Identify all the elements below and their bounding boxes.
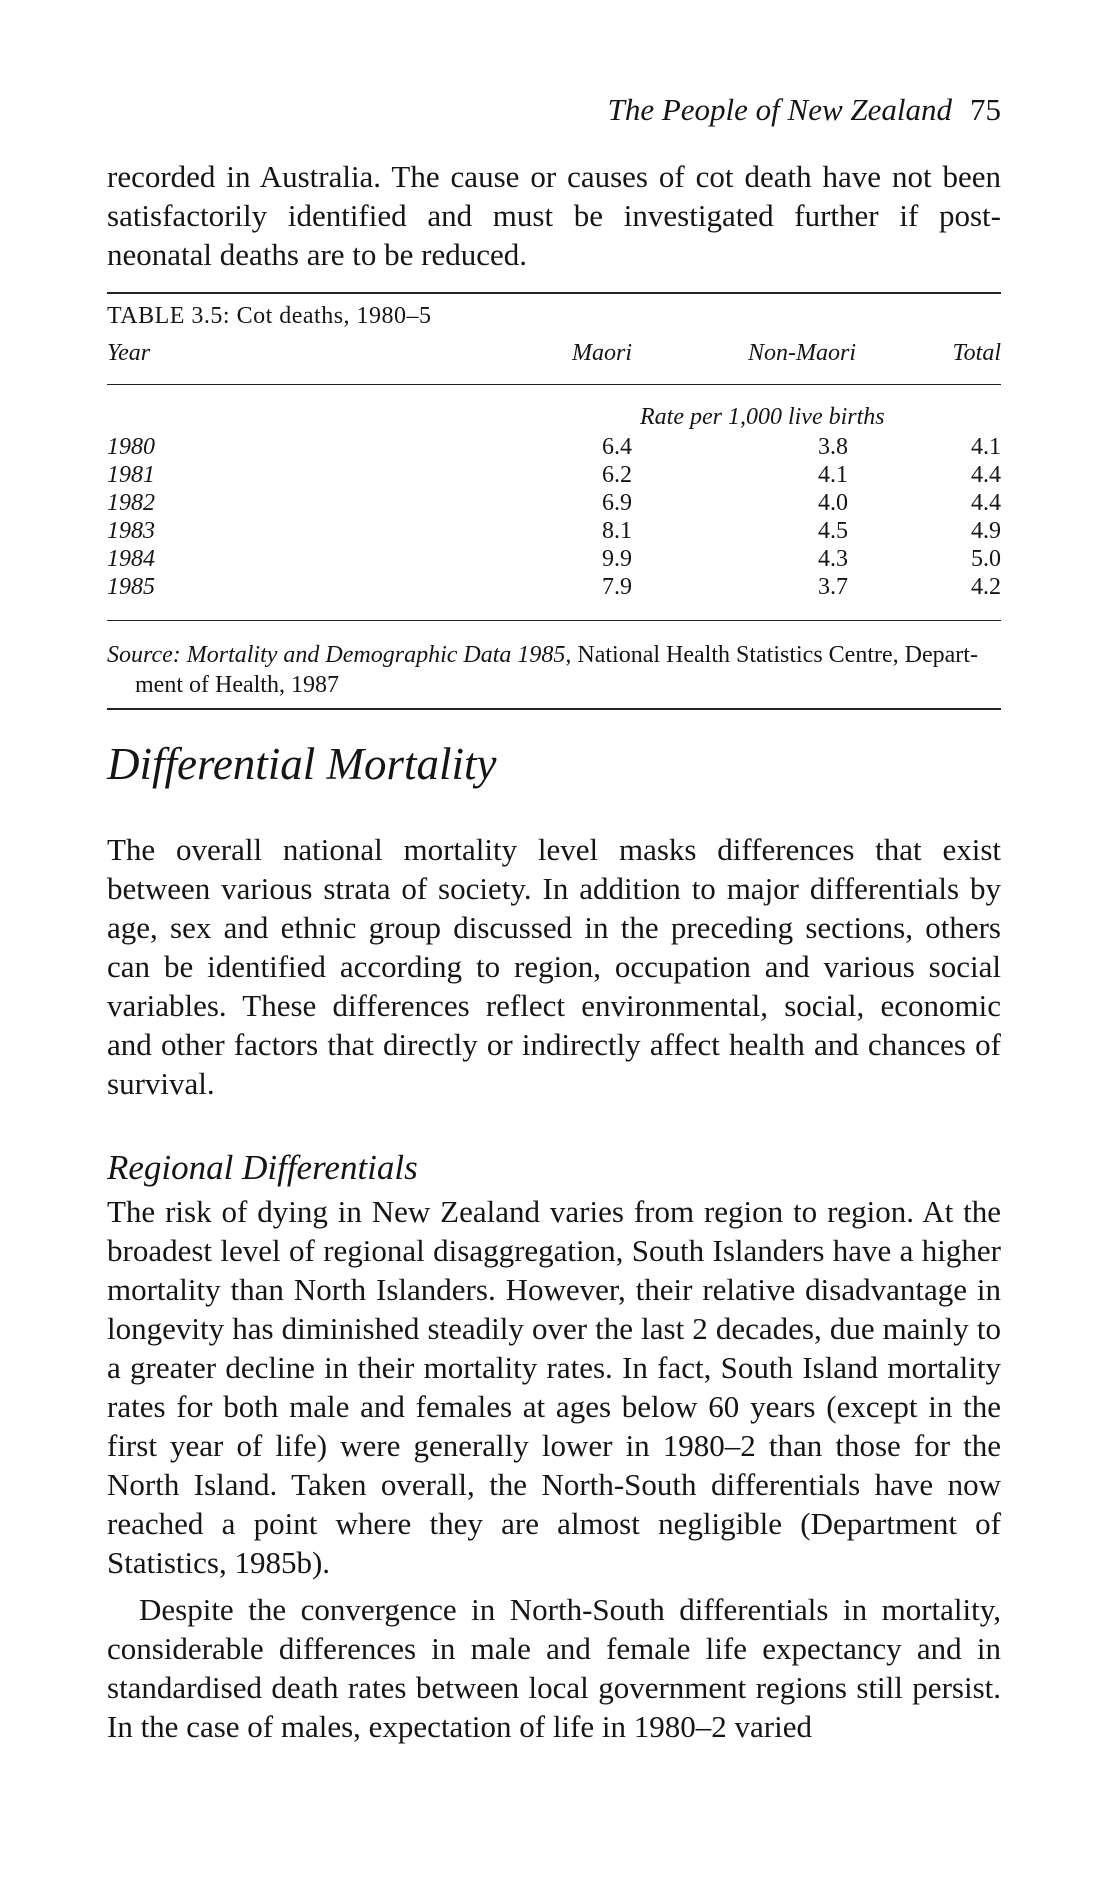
cell-maori: 6.9 [602, 490, 632, 516]
table-source-note [107, 640, 1001, 700]
section-heading-differential-mortality: Differential Mortality [107, 739, 497, 789]
column-header-year: Year [107, 340, 151, 366]
table-row [0, 490, 1114, 518]
table-row [0, 546, 1114, 574]
column-header-non-maori: Non-Maori [748, 340, 856, 366]
table-unit-caption: Rate per 1,000 live births [640, 404, 885, 430]
cell-total: 4.4 [971, 490, 1001, 516]
cell-total: 5.0 [971, 546, 1001, 572]
cell-non-maori: 4.0 [818, 490, 848, 516]
source-publisher: National Health Statistics Centre, Depart- [577, 642, 978, 668]
table-top-rule [107, 292, 1001, 294]
regional-differentials-text [107, 1192, 1001, 1746]
cell-non-maori: 3.7 [818, 574, 848, 600]
cell-maori: 6.4 [602, 434, 632, 460]
regional-paragraph-1: The risk of dying in New Zealand varies from region to region. At the broadest level of regional disaggregation, South Islanders have a higher mortality than North Islanders. However, their relative disadvantage in longevity has diminished steadily over the last 2 decades, due mainly to a greater decline in their mortality rates. In fact, South Island mortality rates for both male and females at ages below 60 years (except in the first year of life) were generally lower in 1980–2 than those for the North Island. Taken overall, the North-South differentials have now reached a point where they are almost negligible (Department of Statistics, 1985b). [107, 1194, 1001, 1580]
column-header-total: Total [952, 340, 1001, 366]
table-bottom-rule [107, 708, 1001, 710]
cell-year: 1983 [107, 518, 155, 544]
source-line-2: ment of Health, 1987 [135, 672, 339, 698]
intro-paragraph: recorded in Australia. The cause or causes of cot death have not been satisfactorily identified and must be investigated further if post-neonatal deaths are to be reduced. [107, 159, 1001, 272]
cell-year: 1980 [107, 434, 155, 460]
table-caption: TABLE 3.5: Cot deaths, 1980–5 [107, 303, 432, 329]
source-line-1 [107, 640, 1001, 670]
table-row [0, 434, 1114, 462]
cell-total: 4.4 [971, 462, 1001, 488]
cell-non-maori: 3.8 [818, 434, 848, 460]
cell-total: 4.1 [971, 434, 1001, 460]
cell-total: 4.9 [971, 518, 1001, 544]
cell-non-maori: 4.3 [818, 546, 848, 572]
cell-year: 1985 [107, 574, 155, 600]
source-title: Mortality and Demographic Data 1985, [186, 642, 572, 668]
table-body-rule [107, 620, 1001, 621]
cell-year: 1981 [107, 462, 155, 488]
differential-mortality-paragraph: The overall national mortality level masks differences that exist between various strata of society. In addition to major differentials by age, sex and ethnic group discussed in the preceding sections, others can be identified according to region, occupation and various social variables. These differences reflect environmental, social, economic and other factors that directly or indirectly affect health and chances of survival. [107, 832, 1001, 1101]
intro-paragraph-block [107, 157, 1001, 274]
cell-maori: 6.2 [602, 462, 632, 488]
cell-total: 4.2 [971, 574, 1001, 600]
table-header-rule [107, 384, 1001, 385]
cell-year: 1984 [107, 546, 155, 572]
cell-year: 1982 [107, 490, 155, 516]
table-row [0, 462, 1114, 490]
table-row [0, 574, 1114, 602]
cell-maori: 8.1 [602, 518, 632, 544]
cell-maori: 9.9 [602, 546, 632, 572]
subsection-heading-regional-differentials: Regional Differentials [107, 1148, 418, 1187]
running-header [608, 92, 1001, 128]
cell-maori: 7.9 [602, 574, 632, 600]
table-row [0, 518, 1114, 546]
page-number: 75 [970, 92, 1001, 127]
differential-mortality-text [107, 830, 1001, 1103]
regional-paragraph-2: Despite the convergence in North-South differentials in mortality, considerable differences in male and female life expectancy and in standardised death rates between local government regions still persist. In the case of males, expectation of life in 1980–2 varied [107, 1592, 1001, 1744]
cell-non-maori: 4.1 [818, 462, 848, 488]
running-title: The People of New Zealand [607, 92, 952, 127]
cell-non-maori: 4.5 [818, 518, 848, 544]
source-label: Source: [107, 642, 181, 668]
column-header-maori: Maori [572, 340, 632, 366]
